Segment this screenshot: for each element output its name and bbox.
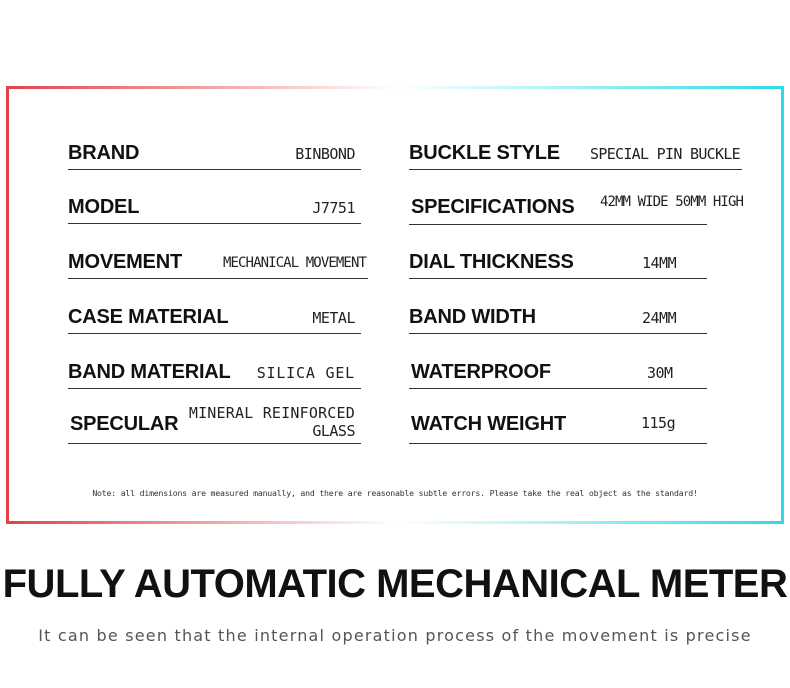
spec-label: SPECIFICATIONS	[411, 196, 575, 218]
spec-label: BAND WIDTH	[409, 306, 536, 328]
spec-value: J7751	[312, 199, 355, 217]
spec-row-waterproof	[409, 353, 707, 389]
spec-row-model	[68, 188, 361, 224]
spec-label: WATERPROOF	[411, 361, 551, 383]
spec-label: WATCH WEIGHT	[411, 413, 566, 435]
frame-bottom-edge	[6, 521, 784, 524]
spec-row-band-material	[68, 353, 361, 389]
spec-row-movement	[68, 243, 368, 279]
spec-label: DIAL THICKNESS	[409, 251, 574, 273]
spec-value: 42MM WIDE 50MM HIGH	[599, 194, 743, 210]
spec-value: 24MM	[642, 309, 677, 327]
spec-value-line2: GLASS	[312, 422, 355, 440]
spec-label: BUCKLE STYLE	[409, 142, 560, 164]
spec-row-watch-weight	[409, 403, 707, 444]
frame-right-edge	[781, 86, 784, 524]
spec-label: CASE MATERIAL	[68, 306, 229, 328]
spec-value: BINBOND	[295, 145, 355, 163]
spec-row-case-material	[68, 298, 361, 334]
measurement-note: Note: all dimensions are measured manually, and there are reasonable subtle errors. Please take the real object as the standard!	[92, 488, 698, 498]
page-headline: FULLY AUTOMATIC MECHANICAL METER	[2, 562, 788, 606]
spec-value-line1: MINERAL REINFORCED	[188, 404, 355, 422]
spec-label: BAND MATERIAL	[68, 361, 231, 383]
spec-row-specular	[68, 403, 361, 444]
spec-value: SPECIAL PIN BUCKLE	[590, 145, 740, 163]
spec-value: 115g	[641, 414, 676, 432]
spec-row-buckle-style	[409, 134, 742, 170]
frame-top-edge	[6, 86, 784, 89]
spec-value: MECHANICAL MOVEMENT	[222, 255, 366, 271]
spec-row-brand	[68, 134, 361, 170]
spec-label: MODEL	[68, 196, 140, 218]
spec-value: 14MM	[642, 254, 677, 272]
spec-label: SPECULAR	[70, 413, 179, 435]
spec-row-specifications	[409, 188, 743, 225]
spec-value: 30M	[647, 364, 673, 382]
frame-left-edge	[6, 86, 9, 524]
spec-label: BRAND	[68, 142, 140, 164]
spec-row-band-width	[409, 298, 707, 334]
spec-row-dial-thickness	[409, 243, 707, 279]
spec-value: METAL	[312, 309, 355, 327]
spec-value: SILICA GEL	[256, 364, 355, 382]
page-subline: It can be seen that the internal operation process of the movement is precise	[38, 626, 752, 645]
spec-label: MOVEMENT	[68, 251, 182, 273]
